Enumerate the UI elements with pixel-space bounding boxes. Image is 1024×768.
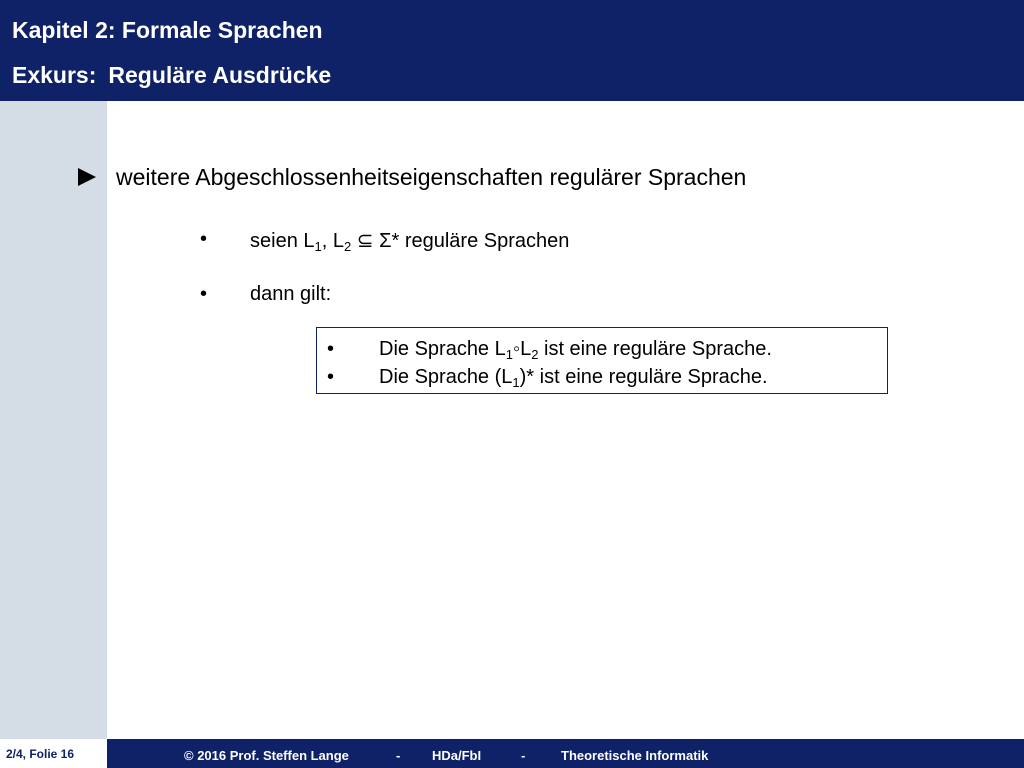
slide-header — [0, 0, 1024, 101]
subset-symbol: ⊆ — [356, 230, 374, 252]
footer-course: Theoretische Informatik — [561, 748, 709, 763]
bullet-icon: • — [327, 338, 335, 360]
slide-number: 2/4, Folie 16 — [6, 747, 75, 761]
footer-institution: HDa/FbI — [432, 748, 482, 763]
section-prefix: Exkurs: — [12, 62, 97, 88]
bullet-icon: • — [200, 228, 208, 250]
footer-copyright: © 2016 Prof. Steffen Lange — [184, 748, 349, 763]
slide-footer — [107, 739, 1024, 768]
triangle-bullet-icon — [78, 168, 96, 186]
footer-separator: - — [396, 748, 401, 763]
result-box — [316, 327, 888, 394]
sub-item-2-text: dann gilt: — [250, 283, 332, 305]
chapter-title: Kapitel 2: Formale Sprachen — [12, 17, 323, 43]
section-name: Reguläre Ausdrücke — [108, 62, 332, 88]
footer-separator: - — [521, 748, 526, 763]
main-point-text: weitere Abgeschlossenheitseigenschaften regulärer Sprachen — [116, 164, 747, 190]
result-line-1-text: Die Sprache $L_1◦L_2$ ist eine reguläre Sprache. — [379, 338, 772, 362]
bullet-icon: • — [200, 283, 208, 305]
section-title — [12, 62, 331, 89]
left-sidebar-band — [0, 101, 107, 739]
bullet-icon: • — [327, 366, 335, 388]
concat-operator: ◦ — [512, 338, 521, 360]
result-line-2-text: Die Sprache $(L_1)*$ ist eine reguläre Sprache. — [379, 366, 768, 390]
sub-item-1-text: seien $L_1$, $L_2$ ⊆ Σ* reguläre Sprachen — [250, 230, 570, 254]
